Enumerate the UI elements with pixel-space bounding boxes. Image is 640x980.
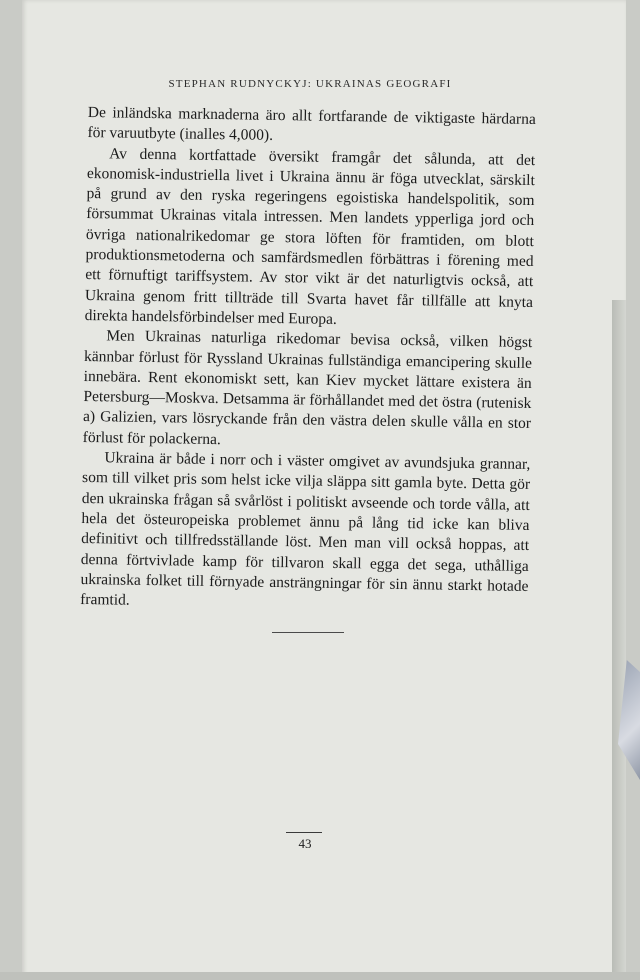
body-text [80, 103, 536, 617]
page-edge-shadow [612, 300, 626, 980]
paragraph-4: Ukraina är både i norr och i väster omgivet av avundsjuka grannar, som till vilket pris som helst icke vilja släppa sitt gamla byte. Detta gör den ukrainska frågan så svårlöst i politiskt avseende och torde vålla, att hela det östeuropeiska problemet ännu på lång tid icke kan bliva definitivt och tillfredsställande löst. Men man vill också hoppas, att denna förtvivlade kamp för tillvaron skall egga det sega, uthålliga ukrainska folket till förnyade ansträngningar för sin ännu starkt hotade framtid. [80, 449, 531, 609]
paragraph-2: Av denna kortfattade översikt framgår det sålunda, att det ekonomisk-industriella livet i Ukraina ännu är föga utvecklat, särskilt på grund av den ryska regeringens egoistiska handelspolitik, som försummat Ukrainas vitala intressen. Men landets ypperliga jord och övriga nationalrikedomar ge stora löften för framtiden, om blott produktionsmetoderna och samfärdsmedlen förbättras i förening med ett förnuftigt tariffsystem. Av stor vikt är det naturligtvis också, att Ukraina genom fritt tillträde till Svarta havet får tillfälle att knyta direkta handelsförbindelser med Europa. [84, 144, 536, 328]
running-head: STEPHAN RUDNYCKYJ: UKRAINAS GEOGRAFI [168, 78, 452, 90]
section-divider [272, 632, 344, 633]
page-number-rule [286, 832, 322, 833]
paragraph-3: Men Ukrainas naturliga rikedomar bevisa också, vilken högst kännbar förlust för Ryssland Ukrainas fullständiga emancipering skulle innebära. Rent ekonomiskt sett, kan Kiev mycket lättare existera än Petersburg—Moskva. Detsamma är förhållandet med det östra (rutenisk​a) Galizien, vars lösryckande från den västra delen skulle vålla en stor förlust för polackerna. [82, 327, 533, 448]
paragraph-1: De inländska marknaderna äro allt fortfarande de viktigaste härdarna för varuutbyte (inalles 4,000). [87, 103, 536, 145]
page-number: 43 [298, 836, 312, 851]
bottom-edge [0, 972, 640, 980]
